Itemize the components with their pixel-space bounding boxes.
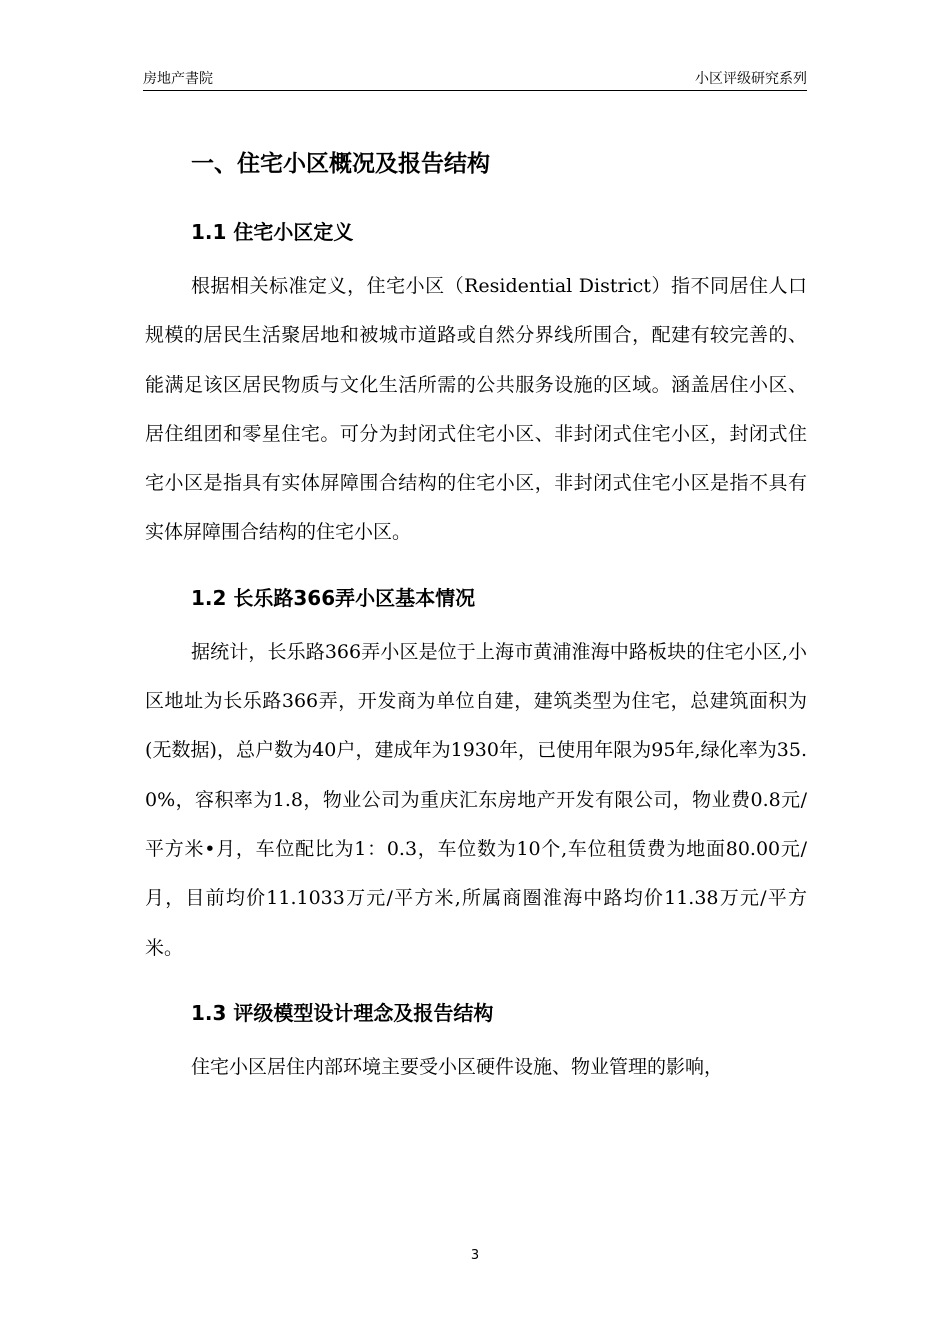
header-publisher: 房地产書院 (143, 71, 213, 87)
chapter-title: 一、住宅小区概况及报告结构 (191, 151, 490, 177)
section-title-1-2: 1.2 长乐路366弄小区基本情况 (191, 585, 476, 610)
section-paragraph-1-2: 据统计，长乐路366弄小区是位于上海市黄浦淮海中路板块的住宅小区,小区地址为长乐路366弄，开发商为单位自建，建筑类型为住宅，总建筑面积为(无数据)，总户数为40户，建成年为1930年，已使用年限为95年,绿化率为35.0%，容积率为1.8，物业公司为重庆汇东房地产开发有限公司，物业费0.8元/平方米•月，车位配比为1：0.3，车位数为10个,车位租赁费为地面80.00元/月，目前均价11.1033万元/平方米,所属商圈淮海中路均价11.38万元/平方米。 (145, 640, 807, 959)
header-series-title: 小区评级研究系列 (695, 71, 807, 87)
section-paragraph-1-3: 住宅小区居住内部环境主要受小区硬件设施、物业管理的影响， (191, 1055, 724, 1078)
section-title-1-3: 1.3 评级模型设计理念及报告结构 (191, 1000, 494, 1025)
page-header (143, 66, 807, 91)
page-number: 3 (470, 1248, 480, 1263)
document-body (145, 140, 807, 1092)
section-paragraph-1-1: 根据相关标准定义，住宅小区（Residential District）指不同居住人口规模的居民生活聚居地和被城市道路或自然分界线所围合，配建有较完善的、能满足该区居民物质与文化生活所需的公共服务设施的区域。涵盖居住小区、居住组团和零星住宅。可分为封闭式住宅小区、非封闭式住宅小区，封闭式住宅小区是指具有实体屏障围合结构的住宅小区，非封闭式住宅小区是指不具有实体屏障围合结构的住宅小区。 (145, 275, 807, 544)
section-title-1-1: 1.1 住宅小区定义 (191, 220, 354, 244)
